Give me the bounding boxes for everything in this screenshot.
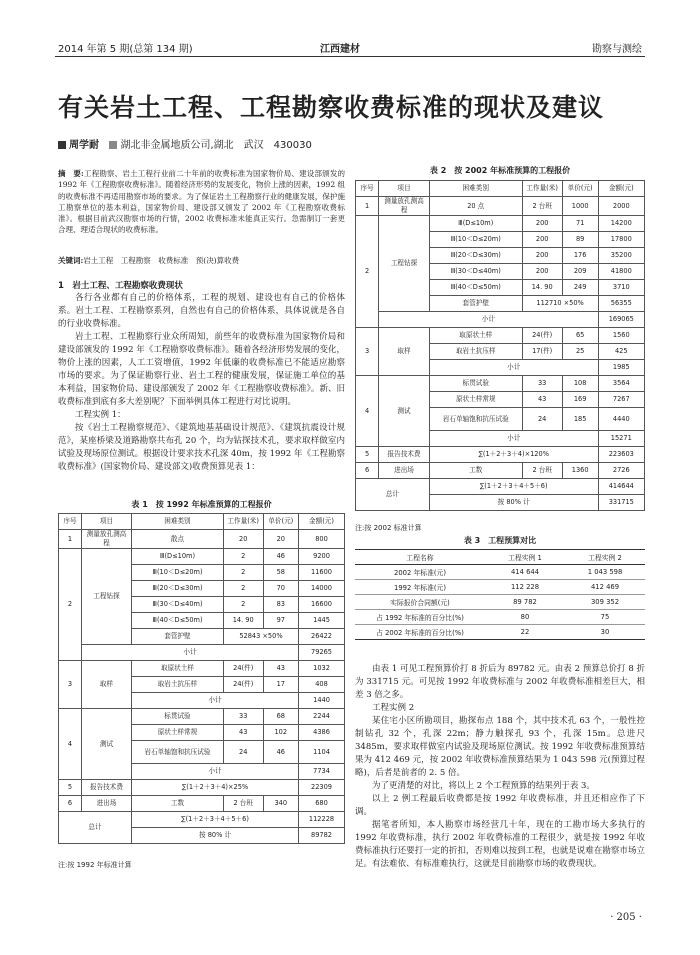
cell: 1032 xyxy=(299,661,345,677)
cell: 进出场 xyxy=(81,796,131,812)
cell: 取样 xyxy=(81,661,131,709)
cell: 414644 xyxy=(598,479,644,495)
paragraph: 岩土工程、工程勘察行业众所周知，前些年的收费标准为国家物价局和建设部颁发的 1992 年《工程勘察收费标准》。随着各经济形势发展的变化，物价上涨的因素，人工工资增值，1992 年低廉的收费标准已不能适应勘察市场的要求。为了保证勘察行业、岩土工程的健康发展，保证施工单位的基本利益，国家物价局、建设部颁发了 2002 年《工程勘察收费标准》。新、旧收费标准到底有多大差别呢？下面举例具体工程进行对比说明。 xyxy=(58,332,345,407)
table2-caption: 表 2 按 2002 年标准预算的工程报价 xyxy=(429,166,571,175)
table-row xyxy=(356,216,645,232)
table-header-cell: 困难类别 xyxy=(429,181,522,197)
table-row xyxy=(355,625,645,640)
cell: 24(件) xyxy=(522,328,562,344)
paragraph: 据笔者所知，本人勘察市场经营几十年，现在的工勘市场大多执行的 1992 年收费标准，执行 2002 年收费标准的工程很少，就是按 1992 年收费标准执行还要打一定的折扣，否则难以按到工程，也就是说难在勘察市场立足。有法难依、有标准难执行，这就是目前勘察市场的收费现状。 xyxy=(355,820,645,869)
cell: 2 xyxy=(59,549,82,661)
table-row xyxy=(59,530,345,549)
running-header-section: 勘察与测绘 xyxy=(592,44,642,55)
cell: 14. 90 xyxy=(223,613,263,629)
cell: 412 469 xyxy=(565,580,645,595)
author-line xyxy=(58,136,312,151)
abstract-label: 摘 要: xyxy=(58,169,84,178)
cell: 33 xyxy=(223,709,263,725)
table-row xyxy=(355,565,645,580)
cell: 70 xyxy=(263,581,298,597)
article-title: 有关岩土工程、工程勘察收费标准的现状及建议 xyxy=(58,93,605,122)
cell: 占 1992 年标准的百分比(%) xyxy=(355,610,485,625)
table1-caption: 表 1 按 1992 年标准预算的工程报价 xyxy=(131,500,272,509)
cell: 185 xyxy=(562,408,598,431)
cell: 报告技术费 xyxy=(81,780,131,796)
cell: 680 xyxy=(299,796,345,812)
cell: 26422 xyxy=(299,629,345,645)
cell: 43 xyxy=(522,392,562,408)
cell: ∑(1＋2＋3＋4)×120% xyxy=(429,447,598,463)
cell: 实际报价合同额(元) xyxy=(355,595,485,610)
table-row xyxy=(59,812,345,828)
paragraph: 工程实例 2 xyxy=(372,703,415,713)
cell: 9200 xyxy=(299,549,345,565)
cell: 测量放孔测高程 xyxy=(379,197,430,216)
cell: 2002 年标准(元) xyxy=(355,565,485,580)
abstract-text: 工程勘察、岩土工程行业前二十年前的收费标准为国家物价局、建设部颁发的 1992 年《工程勘察收费标准》。随着经济形势的发展变化，物价上涨的因素，1992 组的收费标准不再适用勘察市场的要求。为了保证岩土工程勘察行业的健康发展，保护施工勘察单位的基本利益，国家物价局、建设部又颁发了 2002 年《工程勘察收费标准》。根据目前武汉勘察市场的行情，2002 收费标准未能真正实行。急需制订一套更合理、理适合现状的收费标准。 xyxy=(58,169,346,235)
cell: 169 xyxy=(562,392,598,408)
paragraph: 工程实例 1： xyxy=(75,410,126,420)
cell: 52843 ×50% xyxy=(223,629,298,645)
author-affiliation: 湖北非金属地质公司,湖北 武汉 430030 xyxy=(120,140,312,151)
table-row xyxy=(356,312,645,328)
cell: 3 xyxy=(59,661,82,709)
cell: 测量放孔测高程 xyxy=(81,530,131,549)
cell: 2 xyxy=(223,597,263,613)
table-row xyxy=(356,197,645,216)
table-header-cell: 项目 xyxy=(81,514,131,530)
cell: 30 xyxy=(565,625,645,640)
running-header-left: 2014 年第 5 期(总第 134 期) xyxy=(58,44,193,55)
cell: 进出场 xyxy=(379,463,430,479)
table-row xyxy=(355,610,645,625)
cell: 80 xyxy=(485,610,565,625)
table-row xyxy=(59,661,345,677)
table-header-row xyxy=(356,181,645,197)
cell: Ⅲ(D≤10m) xyxy=(132,549,224,565)
running-header-journal: 江西建材 xyxy=(320,44,360,55)
cell: 112 228 xyxy=(485,580,565,595)
cell: 工程钻探 xyxy=(379,216,430,312)
cell: 标贯试验 xyxy=(429,376,522,392)
cell: 35200 xyxy=(598,248,644,264)
cell: 112710 ×50% xyxy=(522,296,598,312)
cell: 3 xyxy=(356,328,379,376)
cell: 223603 xyxy=(598,447,644,463)
table1-note: 注:按 1992 年标准计算 xyxy=(58,861,132,869)
cell: 总计 xyxy=(59,812,132,844)
table-header-cell: 序号 xyxy=(59,514,82,530)
cell: 2 台班 xyxy=(522,197,562,216)
keywords-text: 岩土工程 工程勘察 收费标准 预(决)算收费 xyxy=(83,256,240,265)
cell: 1992 年标准(元) xyxy=(355,580,485,595)
cell: 43 xyxy=(263,661,298,677)
cell: 1560 xyxy=(598,328,644,344)
cell: 97 xyxy=(263,613,298,629)
cell: 报告技术费 xyxy=(379,447,430,463)
cell: 209 xyxy=(562,264,598,280)
cell: 20 xyxy=(223,530,263,549)
cell: 3710 xyxy=(598,280,644,296)
cell: 24(件) xyxy=(223,677,263,693)
cell: 43 xyxy=(223,725,263,741)
table-row xyxy=(59,780,345,796)
cell: 58 xyxy=(263,565,298,581)
cell: 71 xyxy=(562,216,598,232)
cell: 5 xyxy=(356,447,379,463)
table-row xyxy=(59,709,345,725)
cell: 套管护壁 xyxy=(429,296,522,312)
cell: 20 xyxy=(263,530,298,549)
cell: 2 xyxy=(356,216,379,328)
section-heading-1: 1 岩土工程、工程勘察收费现状 xyxy=(58,281,183,291)
cell: Ⅲ(30＜D≤40m) xyxy=(132,597,224,613)
cell: 2 台班 xyxy=(223,796,263,812)
cell: 4440 xyxy=(598,408,644,431)
cell: 取原状土样 xyxy=(132,661,224,677)
cell: 6 xyxy=(59,796,82,812)
cell: ∑(1＋2＋3＋4＋5＋6) xyxy=(429,479,598,495)
cell: 按 80% 计 xyxy=(429,495,598,511)
cell: 工数 xyxy=(429,463,522,479)
cell: 1 043 598 xyxy=(565,565,645,580)
keywords xyxy=(58,255,345,266)
paragraph: 某住宅小区所勘项目，勘探布点 188 个，其中技术孔 63 个，一般性控制钻孔 32 个，孔深 22m；静力触探孔 93 个，孔深 15m。总进尺 3485m，要求取样做室内试验及现场原位测试。按 1992 年收费标准预算结果为 412 469 元，按 2002 年收费标准预算结果为 1 043 598 元(预算过程略)，后者是前者的 2. 5 倍。 xyxy=(355,716,645,778)
cell: 14. 90 xyxy=(522,280,562,296)
cell: Ⅲ(10＜D≤20m) xyxy=(132,565,224,581)
table2-note: 注:按 2002 标准计算 xyxy=(355,524,422,532)
cell: 2000 xyxy=(598,197,644,216)
cell: Ⅲ(20＜D≤30m) xyxy=(132,581,224,597)
cell: 工程钻探 xyxy=(81,549,131,645)
cell: 200 xyxy=(522,216,562,232)
cell: 1360 xyxy=(562,463,598,479)
cell: 岩石单轴饱和抗压试验 xyxy=(429,408,522,431)
table-header-cell: 项目 xyxy=(379,181,430,197)
cell: 14200 xyxy=(598,216,644,232)
cell: 1 xyxy=(356,197,379,216)
cell: 岩石单轴饱和抗压试验 xyxy=(132,741,224,764)
cell: 414 644 xyxy=(485,565,565,580)
cell: 41800 xyxy=(598,264,644,280)
cell: 套管护壁 xyxy=(132,629,224,645)
cell: 取岩土抗压样 xyxy=(429,344,522,360)
cell: 75 xyxy=(565,610,645,625)
cell: 取原状土样 xyxy=(429,328,522,344)
cell: 4 xyxy=(356,376,379,447)
cell: 按 80% 计 xyxy=(132,828,299,844)
cell: 4 xyxy=(59,709,82,780)
cell: 6 xyxy=(356,463,379,479)
cell: 425 xyxy=(598,344,644,360)
cell: Ⅲ(D≤10m) xyxy=(429,216,522,232)
affiliation-bullet-icon xyxy=(109,141,117,149)
cell: 15271 xyxy=(598,431,644,447)
cell: 65 xyxy=(562,328,598,344)
table-row xyxy=(356,479,645,495)
table3 xyxy=(355,549,645,640)
abstract xyxy=(58,168,345,236)
table-row xyxy=(59,549,345,565)
table-header-cell: 工程实例 1 xyxy=(485,550,565,565)
cell: 1104 xyxy=(299,741,345,764)
table-row xyxy=(356,463,645,479)
cell: 小计 xyxy=(132,764,299,780)
cell: 56355 xyxy=(598,296,644,312)
table-header-row xyxy=(59,514,345,530)
table-header-row xyxy=(355,550,645,565)
cell: 22 xyxy=(485,625,565,640)
table-header-cell: 单价(元) xyxy=(562,181,598,197)
table-row xyxy=(356,447,645,463)
cell: 2 台班 xyxy=(522,463,562,479)
cell: 原状土样常规 xyxy=(429,392,522,408)
cell: 800 xyxy=(299,530,345,549)
cell: 83 xyxy=(263,597,298,613)
cell: 89 xyxy=(562,232,598,248)
cell: 11600 xyxy=(299,565,345,581)
cell: 169065 xyxy=(598,312,644,328)
table-header-cell: 困难类别 xyxy=(132,514,224,530)
cell: 200 xyxy=(522,248,562,264)
cell: 108 xyxy=(562,376,598,392)
cell: 5 xyxy=(59,780,82,796)
cell: 176 xyxy=(562,248,598,264)
cell: 20 点 xyxy=(429,197,522,216)
cell: Ⅲ(20＜D≤30m) xyxy=(429,248,522,264)
cell: 16600 xyxy=(299,597,345,613)
paragraph: 各行各业都有自己的价格体系，工程的规划、建设也有自己的价格体系。岩土工程、工程勘察系列，自然也有自己的价格体系，具体说就是各自的行业收费标准。 xyxy=(58,293,345,329)
cell: 408 xyxy=(299,677,345,693)
cell: ∑(1＋2＋3＋4＋5＋6) xyxy=(132,812,299,828)
keywords-label: 关键词: xyxy=(58,256,84,265)
cell: ∑(1＋2＋3＋4)×25% xyxy=(132,780,299,796)
cell: 测试 xyxy=(81,709,131,780)
cell: 3564 xyxy=(598,376,644,392)
cell: 散点 xyxy=(132,530,224,549)
table-header-cell: 金额(元) xyxy=(598,181,644,197)
cell: 89 782 xyxy=(485,595,565,610)
paragraph: 以上 2 例工程最后收费都是按 1992 年收费标准，并且还相应作了下调。 xyxy=(355,794,645,817)
cell: 总计 xyxy=(356,479,430,511)
cell: 24 xyxy=(223,741,263,764)
header-rule xyxy=(55,56,645,57)
table-header-cell: 工作量(米) xyxy=(223,514,263,530)
cell: 小计 xyxy=(132,693,299,709)
cell: 取岩土抗压样 xyxy=(132,677,224,693)
paragraph: 为了更清楚的对比，将以上 2 个工程预算的结果列于表 3。 xyxy=(372,781,595,791)
cell: 200 xyxy=(522,264,562,280)
table-header-cell: 工程名称 xyxy=(355,550,485,565)
paragraph: 由表 1 可见工程预算价打 8 折后为 89782 元。由表 2 预算总价打 8 折为 331715 元。可见按 1992 年收费标准与 2002 年收费标准相差巨大，相差 3 倍之多。 xyxy=(355,664,645,700)
cell: 25 xyxy=(562,344,598,360)
cell: 24 xyxy=(522,408,562,431)
cell: 小计 xyxy=(429,431,598,447)
cell: 标贯试验 xyxy=(132,709,224,725)
table1 xyxy=(58,513,345,844)
cell: 22309 xyxy=(299,780,345,796)
table-row xyxy=(356,376,645,392)
cell: 102 xyxy=(263,725,298,741)
cell: 33 xyxy=(522,376,562,392)
cell: 4386 xyxy=(299,725,345,741)
cell: Ⅲ(30＜D≤40m) xyxy=(429,264,522,280)
cell: 小计 xyxy=(429,360,598,376)
cell: 取样 xyxy=(379,328,430,376)
cell: 89782 xyxy=(299,828,345,844)
cell: 小计 xyxy=(379,312,598,328)
cell: 17 xyxy=(263,677,298,693)
cell: 200 xyxy=(522,232,562,248)
cell: 2 xyxy=(223,581,263,597)
cell: 1440 xyxy=(299,693,345,709)
table2 xyxy=(355,180,645,511)
cell: 17(件) xyxy=(522,344,562,360)
cell: 占 2002 年标准的百分比(%) xyxy=(355,625,485,640)
cell: 249 xyxy=(562,280,598,296)
cell: 2 xyxy=(223,549,263,565)
table-row xyxy=(355,580,645,595)
cell: 309 352 xyxy=(565,595,645,610)
table-row xyxy=(355,595,645,610)
table-header-cell: 金额(元) xyxy=(299,514,345,530)
table-header-cell: 序号 xyxy=(356,181,379,197)
cell: 2 xyxy=(223,565,263,581)
cell: 68 xyxy=(263,709,298,725)
cell: 1985 xyxy=(598,360,644,376)
cell: 24(件) xyxy=(223,661,263,677)
body-right-column xyxy=(355,663,645,871)
cell: 2726 xyxy=(598,463,644,479)
cell: 112228 xyxy=(299,812,345,828)
table-row xyxy=(59,796,345,812)
cell: 46 xyxy=(263,549,298,565)
cell: 小计 xyxy=(81,645,298,661)
table3-caption: 表 3 工程预算对比 xyxy=(463,536,537,545)
cell: 340 xyxy=(263,796,298,812)
cell: 17800 xyxy=(598,232,644,248)
page-number: · 205 · xyxy=(610,912,642,923)
cell: 14000 xyxy=(299,581,345,597)
author-bullet-icon xyxy=(58,141,66,149)
cell: 1 xyxy=(59,530,82,549)
cell: Ⅲ(10＜D≤20m) xyxy=(429,232,522,248)
paragraph: 按《岩土工程勘察规范》、《建筑地基基础设计规范》、《建筑抗震设计规范》，某座桥梁及道路勘察共布孔 20 个，均为钻探技术孔，要求取样做室内试验及现场原位测试。根据设计要求技术孔深 40m，按 1992 年《工程勘察收费标准》(国家物价局、建设部文)收费预算见表 1： xyxy=(58,423,345,472)
cell: 2244 xyxy=(299,709,345,725)
cell: 测试 xyxy=(379,376,430,447)
table-header-cell: 单价(元) xyxy=(263,514,298,530)
author-name: 周学耐 xyxy=(69,140,99,151)
table-header-cell: 工作量(米) xyxy=(522,181,562,197)
cell: Ⅲ(40＜D≤50m) xyxy=(429,280,522,296)
cell: 工数 xyxy=(132,796,224,812)
cell: 79265 xyxy=(299,645,345,661)
body-left-column xyxy=(58,292,345,474)
cell: 46 xyxy=(263,741,298,764)
cell: Ⅲ(40＜D≤50m) xyxy=(132,613,224,629)
cell: 331715 xyxy=(598,495,644,511)
table-header-cell: 工程实例 2 xyxy=(565,550,645,565)
cell: 1445 xyxy=(299,613,345,629)
table-row xyxy=(59,645,345,661)
cell: 原状土样常规 xyxy=(132,725,224,741)
cell: 7734 xyxy=(299,764,345,780)
table-row xyxy=(356,328,645,344)
cell: 1000 xyxy=(562,197,598,216)
cell: 7267 xyxy=(598,392,644,408)
